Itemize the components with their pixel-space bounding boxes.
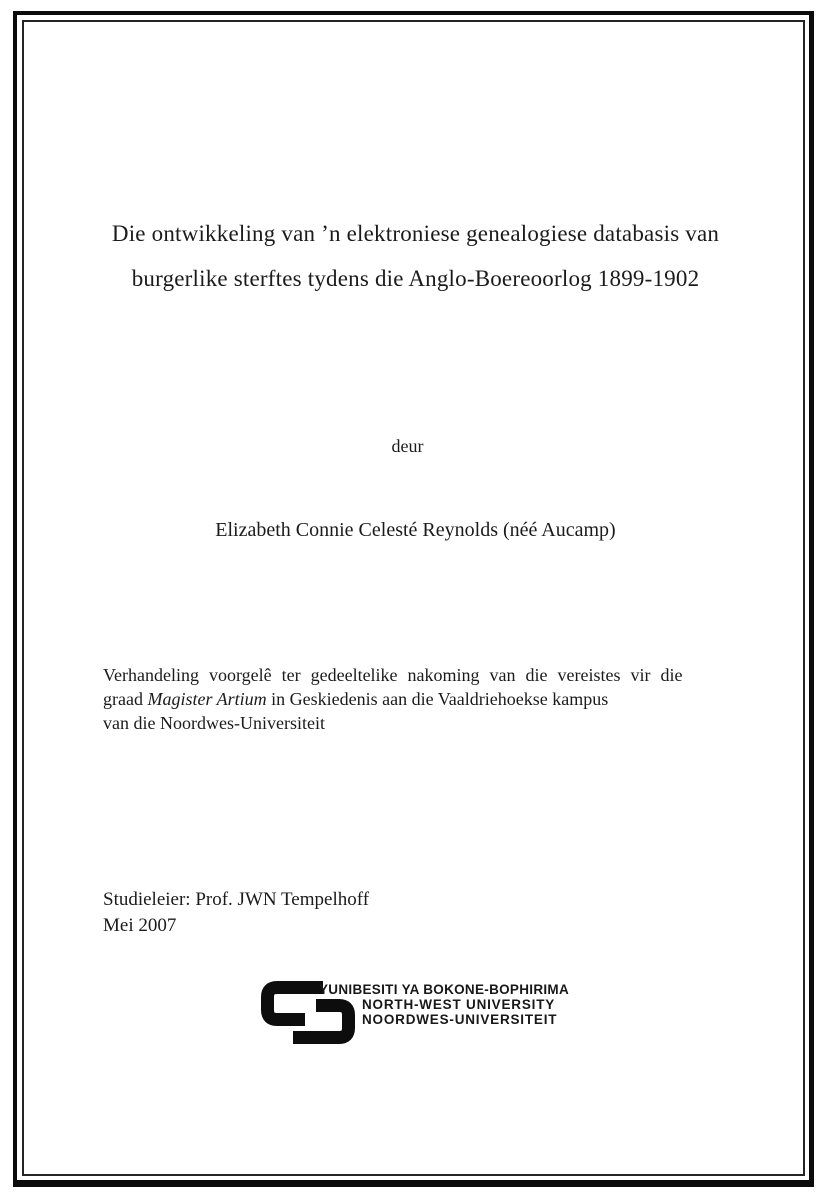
thesis-title <box>45 211 786 301</box>
thesis-title-line-1: Die ontwikkeling van ’n elektroniese genealogiese databasis van <box>111 221 720 246</box>
submission-line-1: Verhandeling voorgelê ter gedeeltelike nakoming van die vereistes vir die <box>103 665 683 685</box>
degree-name: Magister Artium <box>147 689 267 709</box>
university-name-afrikaans: NOORDWES-UNIVERSITEIT <box>362 1012 558 1027</box>
byline-label: deur <box>391 436 424 456</box>
supervisor-block <box>103 887 369 939</box>
submission-line-2-suffix: in Geskiedenis aan die Vaaldriehoekse kampus <box>266 689 609 709</box>
author-name: Elizabeth Connie Celesté Reynolds (néé Aucamp) <box>215 519 616 541</box>
university-name-english: NORTH-WEST UNIVERSITY <box>362 997 556 1012</box>
thesis-title-line-2: burgerlike sterftes tydens die Anglo-Boereoorlog 1899-1902 <box>131 266 700 291</box>
date-line: Mei 2007 <box>103 915 177 936</box>
submission-statement <box>103 663 739 735</box>
submission-line-2-prefix: graad <box>103 689 148 709</box>
university-logo <box>257 975 587 1053</box>
submission-line-2 <box>103 687 739 711</box>
university-name-lines <box>319 982 569 1027</box>
university-name-setswana: YUNIBESITI YA BOKONE-BOPHIRIMA <box>319 982 570 997</box>
nwu-left-link-shape <box>268 988 324 1020</box>
supervisor-line: Studieleier: Prof. JWN Tempelhoff <box>103 889 370 910</box>
submission-line-3: van die Noordwes-Universiteit <box>103 713 325 733</box>
